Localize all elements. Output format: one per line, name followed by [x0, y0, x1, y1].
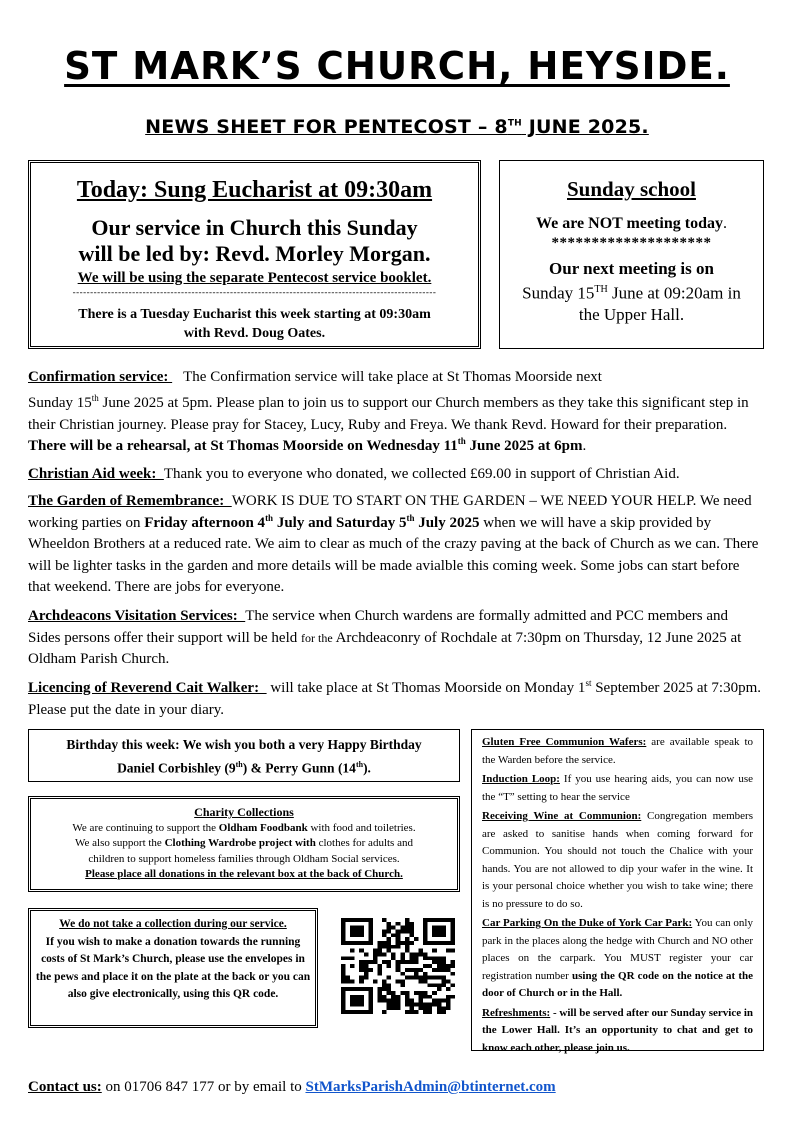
today-heading: Today: Sung Eucharist at 09:30am: [76, 177, 433, 203]
stars-divider: ********************: [551, 235, 712, 251]
subtitle-sup: TH: [507, 118, 522, 129]
charity-l2-bold: Clothing Wardrobe project with: [164, 837, 316, 849]
parking-text: You can only park in the places along the hedge with Church and NO other places on the carpark. You MUST register your car registration number: [482, 917, 753, 982]
induction-label: Induction Loop:: [482, 773, 560, 785]
licencing-sup: st: [585, 678, 592, 688]
sunday-school-heading: Sunday school: [567, 177, 696, 201]
contact-email-link[interactable]: StMarksParishAdmin@btinternet.com: [305, 1079, 556, 1095]
charity-l2-post: clothes for adults and: [315, 837, 413, 849]
garden-dates: [144, 512, 480, 531]
parking-notice: [482, 915, 753, 1003]
confirmation-date-sup: th: [91, 393, 99, 403]
charity-line4: Please place all donations in the relevant box at the back of Church.: [85, 868, 403, 880]
rehearsal-pre: There will be a rehearsal, at St Thomas Moorside on Wednesday 11: [28, 438, 458, 454]
archdeacons-small: for the: [301, 630, 333, 645]
garden-section: [28, 491, 764, 599]
birthday-sup2: th: [355, 760, 364, 769]
gluten-label: Gluten Free Communion Wafers:: [482, 736, 647, 748]
rehearsal-post: June 2025 at 6pm: [465, 438, 583, 454]
garden-date-c: July 2025: [414, 514, 480, 531]
induction-text: If you use hearing aids, you can now use the “T” setting to hear the service: [482, 773, 753, 803]
refreshments-notice: [482, 1005, 753, 1058]
birthday-line2: [29, 755, 459, 779]
page-subtitle: [0, 116, 794, 138]
page-title: ST MARK’S CHURCH, HEYSIDE.: [64, 44, 730, 88]
today-service-box: [28, 160, 481, 349]
garden-date-b: July and Saturday 5: [273, 514, 407, 531]
christian-aid-label: Christian Aid week:: [28, 466, 164, 482]
birthday-line1: Birthday this week: We wish you both a very Happy Birthday: [66, 737, 422, 752]
subtitle-text: NEWS SHEET FOR PENTECOST – 8: [145, 116, 508, 138]
charity-heading: Charity Collections: [194, 805, 294, 819]
charity-line1: [31, 821, 457, 837]
confirmation-line1: [28, 367, 764, 389]
contact-line: [28, 1079, 556, 1096]
confirmation-label: Confirmation service:: [28, 369, 173, 385]
confirmation-end: .: [582, 438, 587, 454]
charity-l1-pre: We are continuing to support the: [72, 821, 219, 834]
confirmation-body: [28, 393, 764, 458]
parking-label: Car Parking On the Duke of York Car Park:: [482, 917, 693, 929]
confirmation-body-text: June 2025 at 5pm. Please plan to join us to support our Church members as they take this significant step in their Christian journey. Please pray for Stacey, Lucy, Ruby and Freya. We thank Revd. Howard for their preparation.: [28, 395, 749, 433]
birthday-name2: ) & Perry Gunn (14: [242, 760, 356, 776]
notices-box: [471, 729, 764, 1054]
donation-heading: We do not take a collection during our service.: [59, 918, 287, 930]
service-leader-line2: will be led by: Revd. Morley Morgan.: [78, 241, 431, 266]
divider: --------------------------------------------------------------------------------------------------------: [72, 287, 437, 297]
parking-bold: using the QR code on the notice at the door of Church or in the Hall.: [482, 969, 754, 999]
charity-collections-box: [28, 796, 460, 892]
rehearsal-sup: th: [457, 436, 466, 446]
subtitle-text-end: JUNE 2025.: [521, 116, 649, 138]
charity-line2: [31, 836, 457, 852]
archdeacons-label: Archdeacons Visitation Services:: [28, 608, 246, 624]
charity-line3: children to support homeless families through Oldham Social services.: [88, 852, 400, 865]
confirmation-text1: The Confirmation service will take place at St Thomas Moorside next: [172, 369, 602, 385]
donation-box: [28, 908, 318, 1028]
booklet-note: We will be using the separate Pentecost service booklet.: [77, 270, 432, 286]
charity-l2-pre: We also support the: [75, 837, 165, 849]
confirmation-section: [28, 367, 764, 389]
sunday-school-box: [499, 160, 764, 349]
contact-text: on 01706 847 177 or by email to: [101, 1079, 306, 1095]
tuesday-line2: with Revd. Doug Oates.: [183, 326, 326, 341]
tuesday-eucharist: [31, 305, 478, 343]
induction-notice: [482, 771, 753, 806]
charity-l1-post: with food and toiletries.: [307, 821, 416, 834]
donation-qr-code[interactable]: [341, 918, 455, 1014]
next-meeting-label: Our next meeting is on: [549, 259, 714, 278]
tuesday-line1: There is a Tuesday Eucharist this week starting at 09:30am: [78, 307, 431, 322]
gluten-text: are available speak to the Warden before the service.: [482, 736, 753, 766]
service-leader-line1: Our service in Church this Sunday: [91, 215, 418, 240]
wine-text: Congregation members are asked to sanitise hands when coming forward for Communion. You should not touch the Chalice with your hands. You are not allowed to dip your wafer in the wine. It is your personal choice whether you wish to take wine; there is no pressure to do so.: [482, 810, 753, 910]
next-meeting-place: the Upper Hall.: [578, 304, 685, 324]
archdeacons-text1: The service when Church wardens are formally admitted and PCC members and Sides persons offer their support will be held: [28, 608, 728, 646]
garden-date-a: Friday afternoon 4: [144, 514, 266, 531]
birthday-sup1: th: [235, 760, 243, 769]
sunday-school-status: [500, 215, 763, 233]
next-meeting-date: [500, 279, 763, 304]
archdeacons-text2: Archdeaconry of Rochdale at 7:30pm on Thursday, 12 June 2025 at Oldham Parish Church.: [28, 629, 742, 667]
birthday-end: ).: [363, 760, 371, 776]
garden-label: The Garden of Remembrance:: [28, 493, 232, 509]
not-meeting-end: .: [722, 215, 727, 232]
birthday-name1: Daniel Corbishley (9: [117, 760, 236, 776]
licencing-section: [28, 678, 764, 721]
christian-aid-text: Thank you to everyone who donated, we collected £69.00 in support of Christian Aid.: [163, 466, 680, 482]
charity-l1-bold: Oldham Foodbank: [218, 821, 308, 834]
archdeacons-section: [28, 606, 764, 671]
licencing-text-pre: will take place at St Thomas Moorside on Monday 1: [266, 680, 586, 696]
confirmation-date-pre: Sunday 15: [28, 395, 92, 411]
service-leader: [31, 215, 478, 267]
garden-sup-a: th: [265, 512, 274, 523]
garden-text1: WORK IS DUE TO START ON THE GARDEN – WE NEED YOUR HELP. We need working parties on: [28, 493, 752, 531]
garden-text2: when we will have a skip provided by Wheeldon Brothers at a reduced rate. We aim to clear as much of the crazy paving at the back of Church as we can. There will be lighter tasks in the garden and more details will be made avialble this coming week. Some jobs can start before that weekend. There are jobs for everyone.: [28, 514, 759, 595]
gluten-notice: [482, 734, 753, 769]
birthday-box: [28, 729, 460, 782]
refreshments-text: - will be served after our Sunday service in the Lower Hall. It’s an opportunity to chat and get to know each other, please join us.: [482, 1006, 754, 1054]
licencing-text-post: September 2025 at 7:30pm. Please put the date in your diary.: [28, 680, 762, 718]
donation-text: If you wish to make a donation towards the running costs of St Mark’s Church, please use the envelopes in the pews and place it on the plate at the back or you can also give electronically, using this QR code.: [35, 935, 311, 1000]
wine-notice: [482, 808, 753, 913]
contact-label: Contact us:: [28, 1079, 102, 1095]
next-date-pre: Sunday 15: [522, 283, 595, 303]
licencing-label: Licencing of Reverend Cait Walker:: [28, 680, 267, 696]
next-date-sup: TH: [594, 284, 608, 295]
christian-aid-section: [28, 464, 764, 486]
not-meeting-text: We are NOT meeting today: [536, 215, 723, 232]
rehearsal-note: [28, 438, 582, 454]
next-meeting: [500, 258, 763, 325]
next-date-post: June at 09:20am in: [607, 283, 741, 303]
wine-label: Receiving Wine at Communion:: [482, 810, 642, 822]
refreshments-label: Refreshments:: [482, 1006, 551, 1019]
garden-sup-b: th: [406, 512, 415, 523]
